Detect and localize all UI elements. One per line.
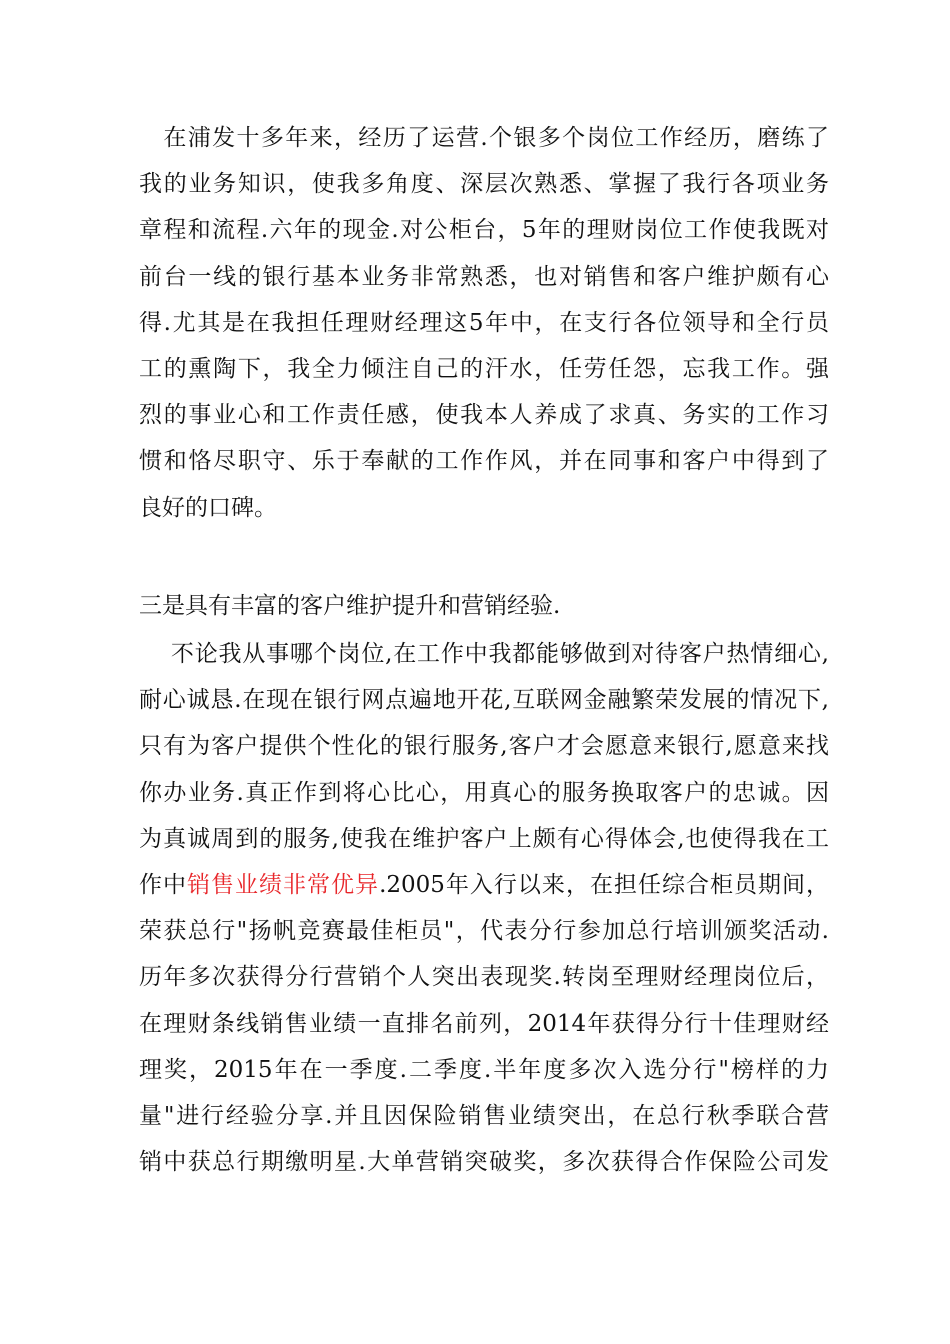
text-line: 不论我从事哪个岗位,在工作中我都能够做到对待客户热情细心, [139,641,829,667]
text-line: 在浦发十多年来，经历了运营.个银多个岗位工作经历，磨练了 [139,125,829,151]
text-line: 得.尤其是在我担任理财经理这5年中，在支行各位领导和全行员 [139,309,829,336]
text-line: 前台一线的银行基本业务非常熟悉，也对销售和客户维护颇有心 [139,263,829,290]
text-line: 章程和流程.六年的现金.对公柜台，5年的理财岗位工作使我既对 [139,217,829,244]
section-heading [139,583,829,629]
text-line: 理奖，2015年在一季度.二季度.半年度多次入选分行"榜样的力 [139,1056,829,1083]
text-line: 历年多次获得分行营销个人突出表现奖.转岗至理财经理岗位后， [139,964,829,991]
text-line: 荣获总行"扬帆竞赛最佳柜员"，代表分行参加总行培训颁奖活动. [139,918,829,945]
highlighted-text: 销售业绩非常优异 [187,871,380,898]
text-suffix: .2005年入行以来，在担任综合柜员期间， [379,871,829,898]
text-line: 我的业务知识，使我多角度、深层次熟悉、掌握了我行各项业务 [139,171,829,198]
text-line: 良好的口碑。 [139,494,277,521]
text-line: 惯和恪尽职守、乐于奉献的工作作风，并在同事和客户中得到了 [139,448,829,475]
text-line: 为真诚周到的服务,使我在维护客户上颇有心得体会,也使得我在工 [139,825,829,852]
text-line: 量"进行经验分享.并且因保险销售业绩突出，在总行秋季联合营 [139,1102,829,1129]
text-prefix: 作中 [139,871,188,898]
text-line: 只有为客户提供个性化的银行服务,客户才会愿意来银行,愿意来找 [139,733,829,760]
text-line: 工的熏陶下，我全力倾注自己的汗水，任劳任怨，忘我工作。强 [139,355,829,382]
heading-text: 三是具有丰富的客户维护提升和营销经验. [139,593,561,619]
text-line: 耐心诚恳.在现在银行网点遍地开花,互联网金融繁荣发展的情况下, [139,687,829,714]
paragraph-work-experience [139,115,829,531]
text-line: 销中获总行期缴明星.大单营销突破奖，多次获得合作保险公司发 [139,1149,829,1176]
text-line-highlighted [139,862,829,908]
text-line: 在理财条线销售业绩一直排名前列，2014年获得分行十佳理财经 [139,1010,829,1037]
paragraph-customer-service [139,631,829,1185]
text-line: 烈的事业心和工作责任感，使我本人养成了求真、务实的工作习 [139,402,829,429]
text-line: 你办业务.真正作到将心比心，用真心的服务换取客户的忠诚。因 [139,779,829,806]
